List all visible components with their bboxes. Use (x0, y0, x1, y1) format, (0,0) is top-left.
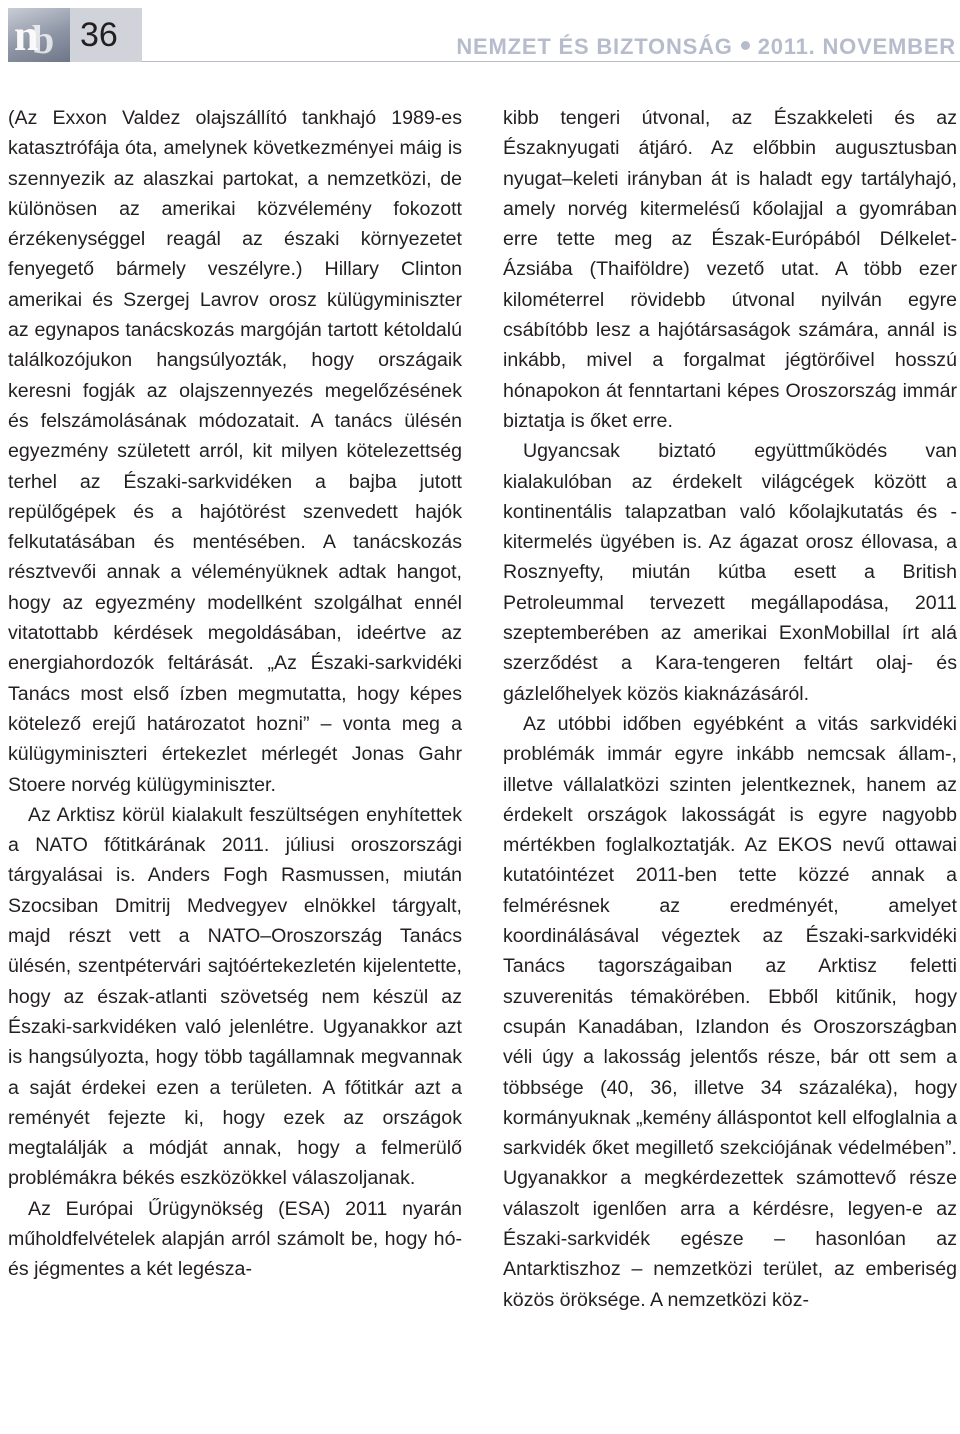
paragraph: Ugyancsak biztató együttműködés van kialakulóban az érdekelt világcégek között a kontinentális talapzatban való kőolajkutatás és -kitermelés ügyében is. Az ágazat orosz éllovasa, a Rosznyefty, miután kútba esett a British Petroleummal tervezett megállapodása, 2011 szeptemberében az amerikai ExonMobillal írt alá szerződést a Kara-tengeren feltárt olaj- és gázlelőhelyek közös kiaknázásáról. (503, 440, 957, 705)
journal-name: NEMZET ÉS BIZTONSÁG (456, 34, 733, 59)
journal-issue: 2011. NOVEMBER (757, 34, 956, 59)
paragraph: kibb tengeri útvonal, az Északkeleti és az Északnyugati átjáró. Az előbbin augusztusban nyugat–keleti irányban át is haladt egy tartályhajó, amely norvég kitermelésű kőolajjal a gyomrában erre tette meg az Észak-Európából Délkelet-Ázsiába (Thaiföldre) vezető utat. A több ezer kilométerrel rövidebb útvonal nyilván egyre csábítóbb lesz a hajótársaságok számára, annál is inkább, mivel a forgalmat jégtörőivel hosszú hónapokon át fenntartani képes Oroszország immár biztatja is őket erre. (503, 107, 957, 432)
nb-logo (8, 8, 70, 62)
logo-letter-n: n (14, 11, 35, 60)
paragraph: Az Arktisz körül kialakult feszültségen enyhítettek a NATO főtitkárának 2011. júliusi oroszországi tárgyalásai is. Anders Fogh Rasmussen, miután Szocsiban Dmitrij Medvegyev elnökkel tárgyalt, majd részt vett a NATO–Oroszország Tanács ülésén, szentpétervári sajtóértekezletén kijelentette, hogy az észak-atlanti szövetség nem készül az Északi-sarkvidéken való jelenlétre. Ugyanakkor azt is hangsúlyozta, hogy több tagállamnak megvannak a saját érdekei ezen a területen. A főtitkár azt a reményét fejezte ki, hogy ezek az országok megtalálják a módját annak, hogy a felmerülő problémákra békés eszközökkel válaszoljanak. (8, 803, 462, 1190)
logo-letter-b: b (32, 17, 55, 62)
page-header (0, 0, 960, 66)
header-rule (142, 61, 960, 62)
left-column (8, 103, 462, 1285)
paragraph: (Az Exxon Valdez olajszállító tankhajó 1989-es katasztrófája óta, amelynek következményei máig is szennyezik az alaszkai partokat, a nemzetközi, de különösen az amerikai közvélemény fokozott érzékenységgel reagál az északi környezetet fenyegető bármely veszélyre.) Hillary Clinton amerikai és Szergej Lavrov orosz külügyminiszter az egynapos tanácskozás margóján tartott kétoldalú találkozójukon hangsúlyozták, hogy országaik keresni fogják az olajszennyezés megelőzésének és felszámolásának módozatait. A tanács ülésén egyezmény született arról, kit milyen kötelezettség terhel az Északi-sarkvidéken a bajba jutott repülőgépek és a hajótörést szenvedett hajók felkutatásában és mentésében. A tanácskozás résztvevői annak a véleményüknek adtak hangot, hogy az egyezmény modellként szolgálhat ennél vitatottabb kérdések megoldásában, ideértve az energiahordozók feltárását. „Az Északi-sarkvidéki Tanács most első ízben megmutatta, hogy képes kötelező erejű határozatot hozni” – vonta meg a külügyminiszteri értekezlet mérlegét Jonas Gahr Stoere norvég külügyminiszter. (8, 107, 462, 796)
paragraph: Az Európai Űrügynökség (ESA) 2011 nyarán műholdfelvételek alapján arról számolt be, hogy hó- és jégmentes a két legésza- (8, 1197, 462, 1281)
journal-title (456, 34, 956, 60)
paragraph: Az utóbbi időben egyébként a vitás sarkvidéki problémák immár egyre inkább nemcsak állam-, illetve vállalatközi szinten jelentkeznek, hanem az érdekelt országok lakosságát is egyre nagyobb mértékben foglalkoztatják. Az EKOS nevű ottawai kutatóintézet 2011-ben tette közzé annak a felmérésnek az eredményét, amelyet koordinálásával végeztek az Északi-sarkvidéki Tanács tagországaiban az Arktisz feletti szuverenitás témakörében. Ebből kitűnik, hogy csupán Kanadában, Izlandon és Oroszországban véli úgy a lakosság jelentős része, bár ott sem a többsége (40, 36, illetve 34 százaléka), hogy kormányuknak „kemény álláspontot kell elfoglalnia a sarkvidék őket megillető szekciójának védelmében”. Ugyanakkor a megkérdezettek számottevő része válaszolt igenlően arra a kérdésre, legyen-e az Északi-sarkvidék egésze – hasonlóan az Antarktiszhoz – nemzetközi terület, az emberiség közös öröksége. A nemzetközi köz- (503, 712, 957, 1311)
bullet-separator (741, 41, 750, 50)
page-number: 36 (80, 16, 118, 54)
page-number-box (70, 8, 142, 62)
right-column (503, 103, 957, 1315)
